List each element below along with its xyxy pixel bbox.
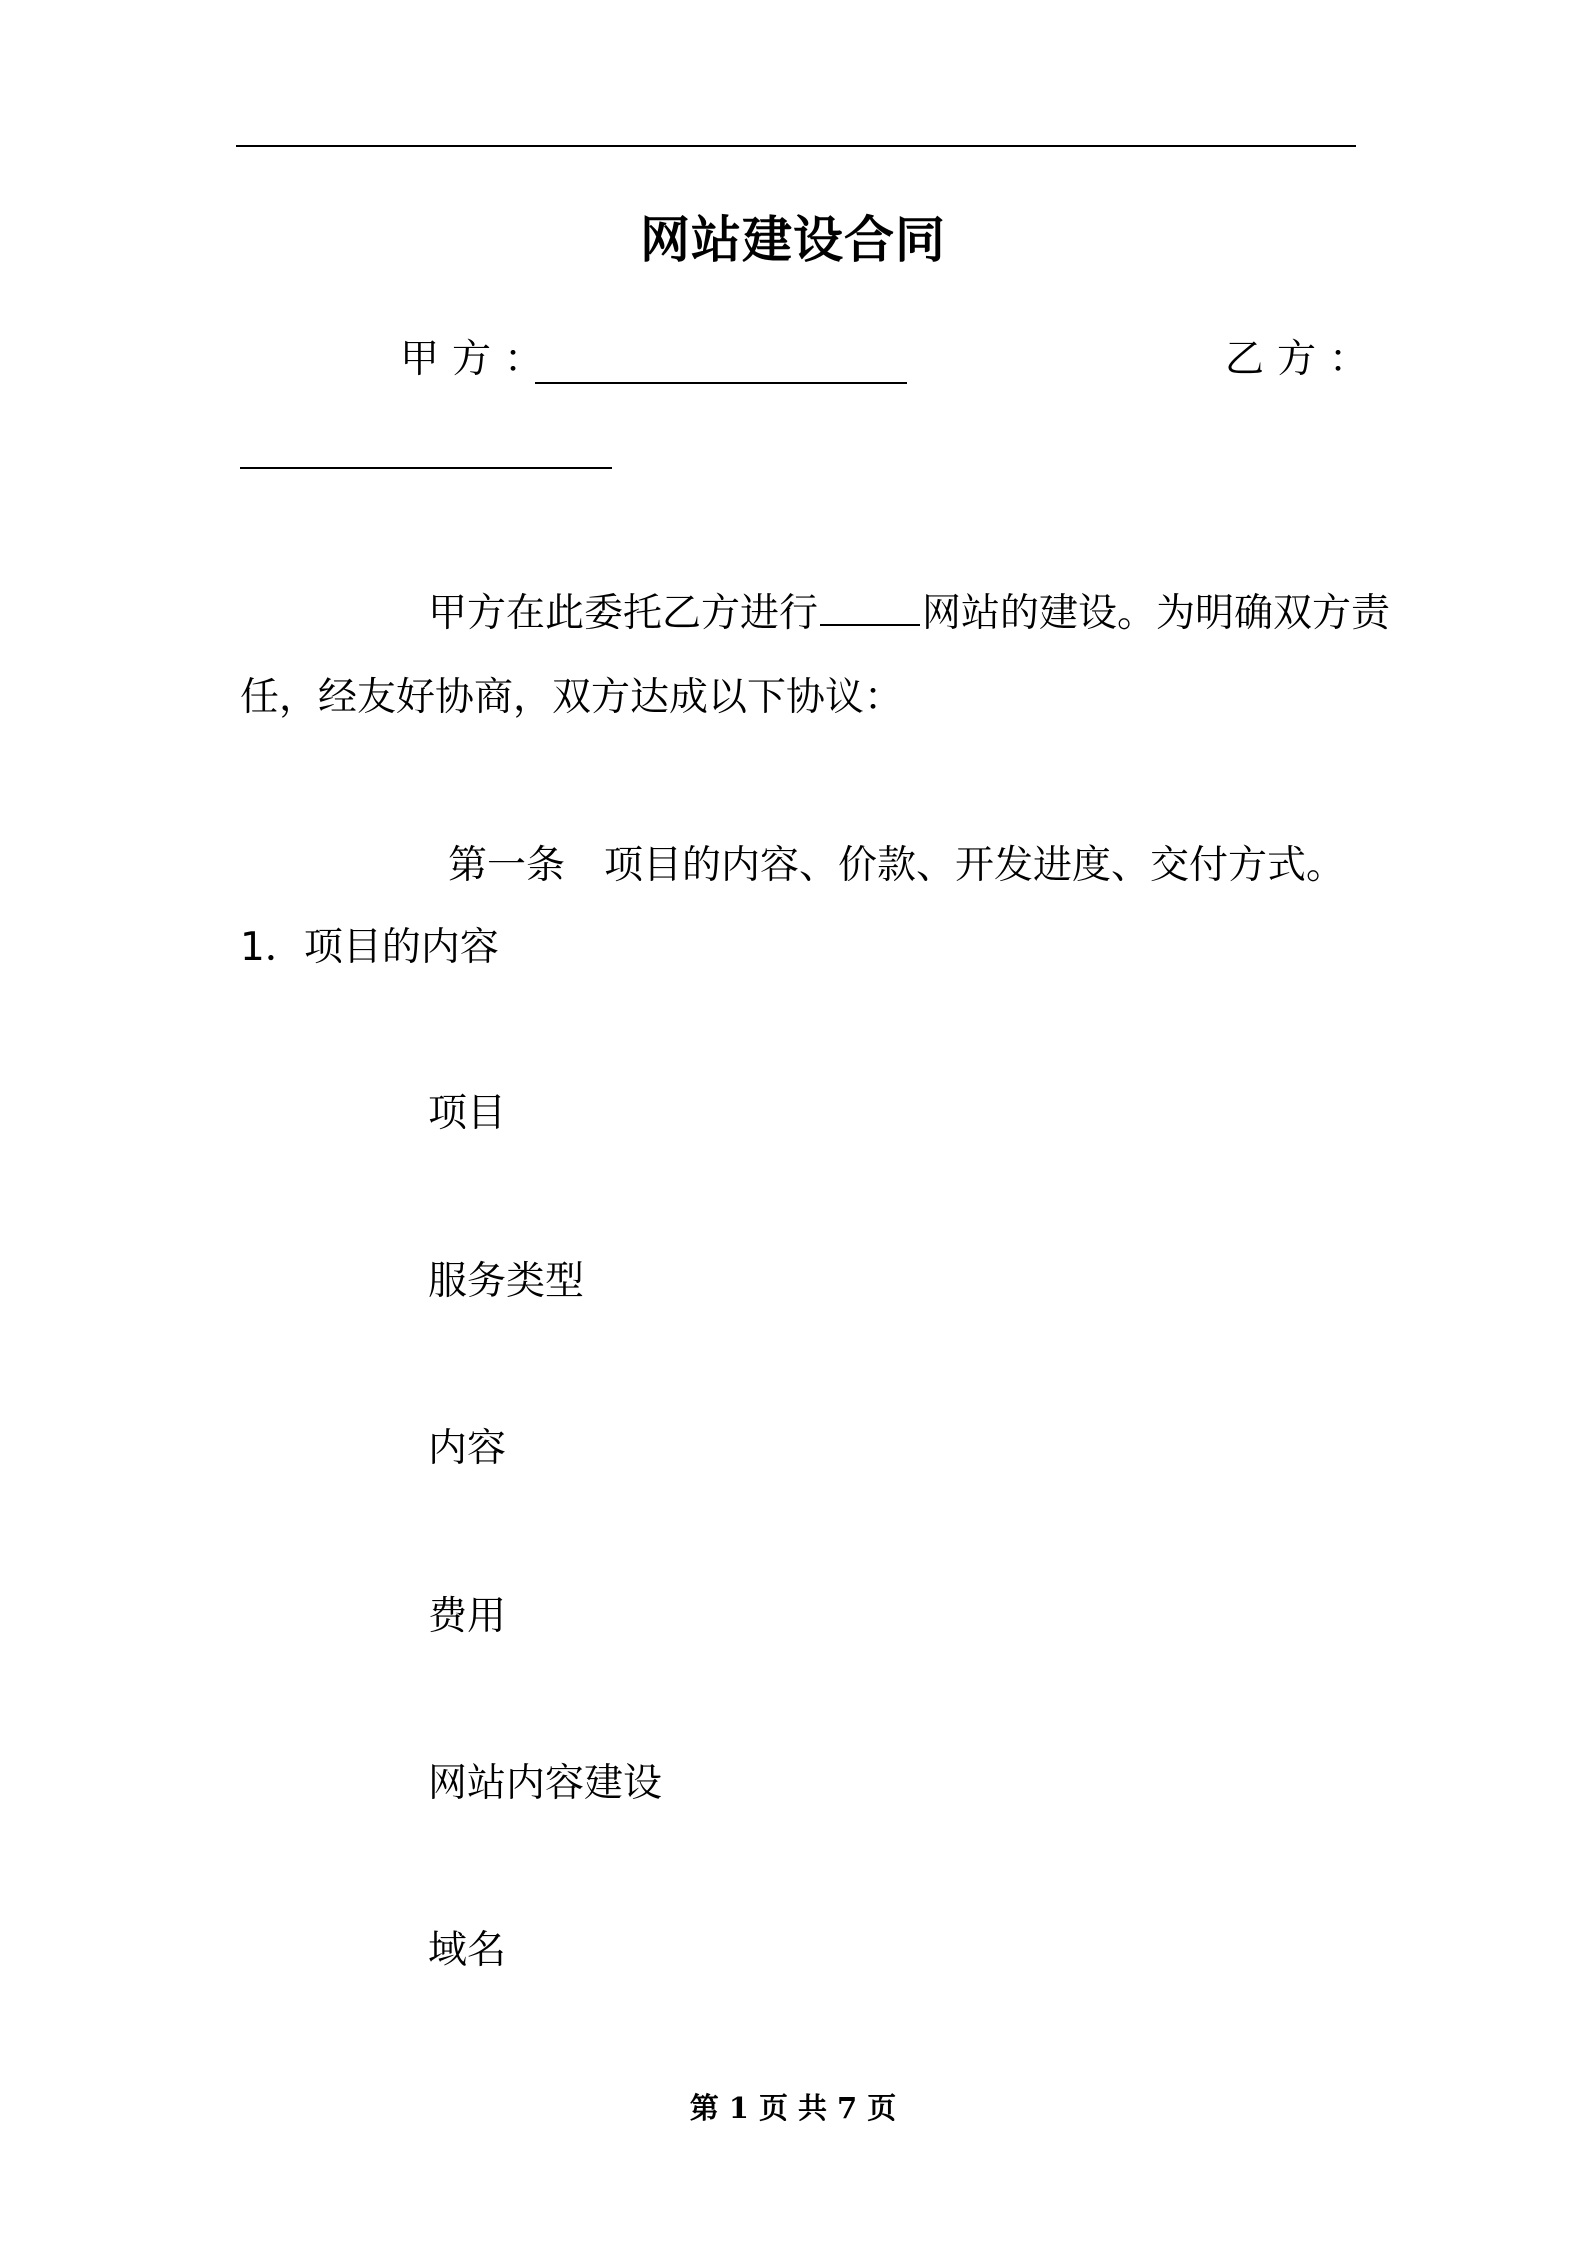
- footer-prefix: 第: [689, 2091, 719, 2125]
- project-name-blank: [820, 588, 920, 626]
- list-item: 费用: [428, 1594, 507, 1639]
- page-footer: [0, 2088, 1586, 2128]
- footer-middle: 页 共: [758, 2091, 828, 2125]
- footer-total-pages: 7: [837, 2091, 858, 2125]
- list-item: 服务类型: [428, 1259, 585, 1304]
- article1-heading: 第一条 项目的内容、价款、开发进度、交付方式。: [448, 843, 1346, 888]
- intro-text-part1: 甲方在此委托乙方进行: [428, 591, 819, 636]
- intro-line-1: [428, 588, 1390, 640]
- list-item: 内容: [428, 1426, 507, 1471]
- footer-current-page: 1: [728, 2091, 749, 2125]
- party-b-blank: [240, 467, 612, 469]
- party-a-label: 甲方：: [400, 337, 557, 382]
- section1-heading: 1．项目的内容: [240, 925, 499, 970]
- party-a-blank: [535, 382, 907, 384]
- document-title: 网站建设合同: [640, 211, 946, 269]
- footer-suffix: 页: [867, 2091, 897, 2125]
- list-item: 网站内容建设: [428, 1761, 663, 1806]
- list-item: 项目: [428, 1091, 507, 1136]
- header-rule: [236, 145, 1356, 147]
- list-item: 域名: [428, 1928, 507, 1973]
- intro-text-part2: 网站的建设。为明确双方责: [922, 591, 1391, 636]
- party-b-label: 乙方：: [1225, 337, 1382, 382]
- intro-line-2: 任，经友好协商，双方达成以下协议：: [240, 675, 904, 720]
